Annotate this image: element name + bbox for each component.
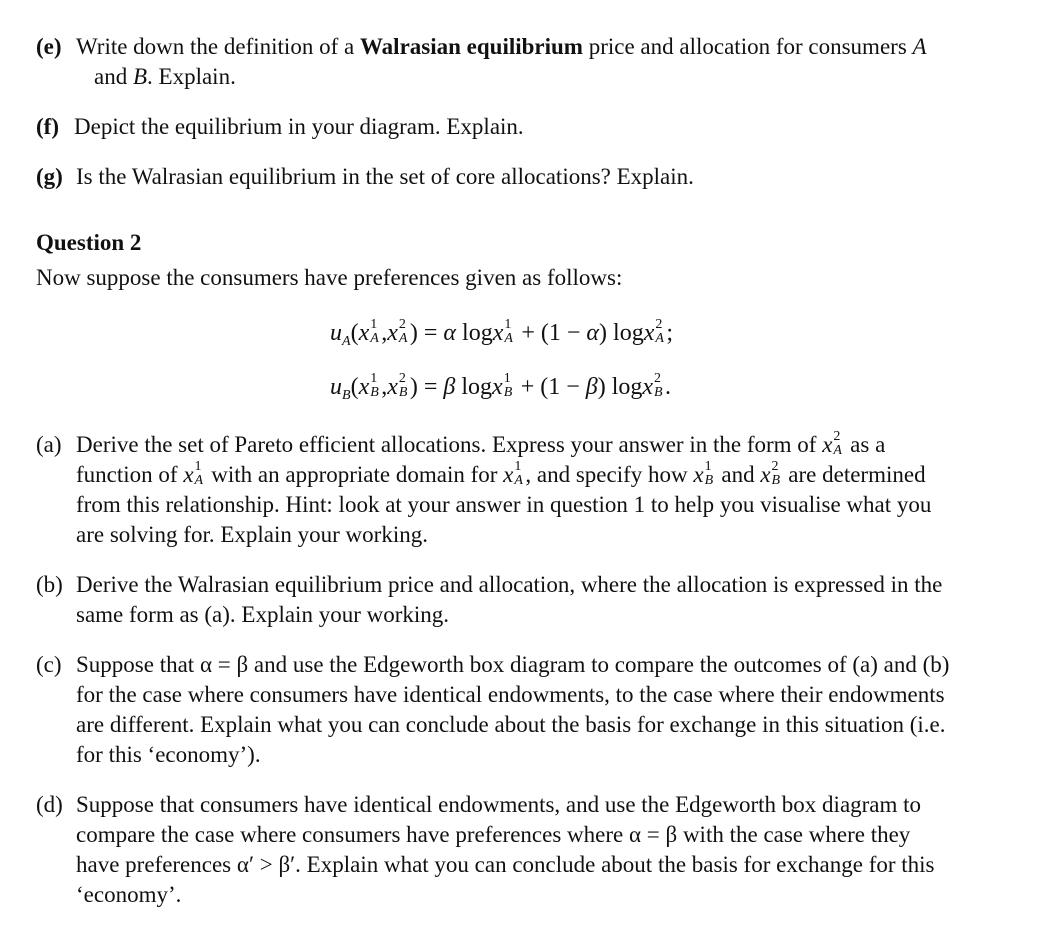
- item-label: (c): [36, 652, 62, 677]
- item-text: Derive the Walrasian equilibrium price and allocation, where the allocation is expressed in the same form as (a). Explain your working.: [76, 572, 943, 627]
- item-label: (d): [36, 792, 63, 817]
- item-text: Suppose that consumers have identical endowments, and use the Edgeworth box diagram to compare the case where consumers have preferences where α = β with the case where they have preferences α′ > β′. Explain what you can conclude about the basis for exchange for this ‘economy’.: [76, 792, 935, 907]
- question-1f: [36, 112, 1016, 142]
- item-text: Write down the definition of a Walrasian equilibrium price and allocation for consumers A: [76, 34, 927, 59]
- item-text: Suppose that α = β and use the Edgeworth box diagram to compare the outcomes of (a) and (b) for the case where consumers have identical endowments, to the case where their endowments are different. Explain what you can conclude about the basis for exchange in this situation (i.e. for this ‘economy’).: [76, 652, 950, 767]
- question-2-intro: Now suppose the consumers have preferences given as follows:: [36, 265, 623, 290]
- utility-equation-b: $u_B(x$ 1 B ,x 2 B ) = β logx 1 B + (1 − β) logx 2 B .: [330, 371, 672, 403]
- item-label: (b): [36, 572, 63, 597]
- question-2-heading: Question 2: [36, 230, 142, 255]
- item-label: (a): [36, 432, 62, 457]
- item-text: Depict the equilibrium in your diagram. Explain.: [74, 114, 524, 139]
- item-label: (g): [36, 164, 63, 189]
- item-label: (f): [36, 114, 59, 139]
- item-label: (e): [36, 34, 62, 59]
- item-text: Derive the set of Pareto efficient allocations. Express your answer in the form of x 2 A as a function of x 1 A with an appropriate domain for x 1 A , and specify how x 1 B and x 2 B are determined from this relationship. Hint: look at your answer in question 1 to help you visualise what you are solving for. Explain your working.: [76, 429, 932, 547]
- utility-equation-a: $u_A(x$ 1 A ,x 2 A ) = α logx 1 A + (1 − α) logx 2 A ;: [330, 317, 674, 349]
- item-text-cont: and B. Explain.: [94, 64, 236, 89]
- question-1e: [36, 32, 1016, 92]
- item-text: Is the Walrasian equilibrium in the set of core allocations? Explain.: [76, 164, 694, 189]
- question-1g: [36, 162, 1016, 192]
- bold-term: Walrasian equilibrium: [359, 34, 583, 59]
